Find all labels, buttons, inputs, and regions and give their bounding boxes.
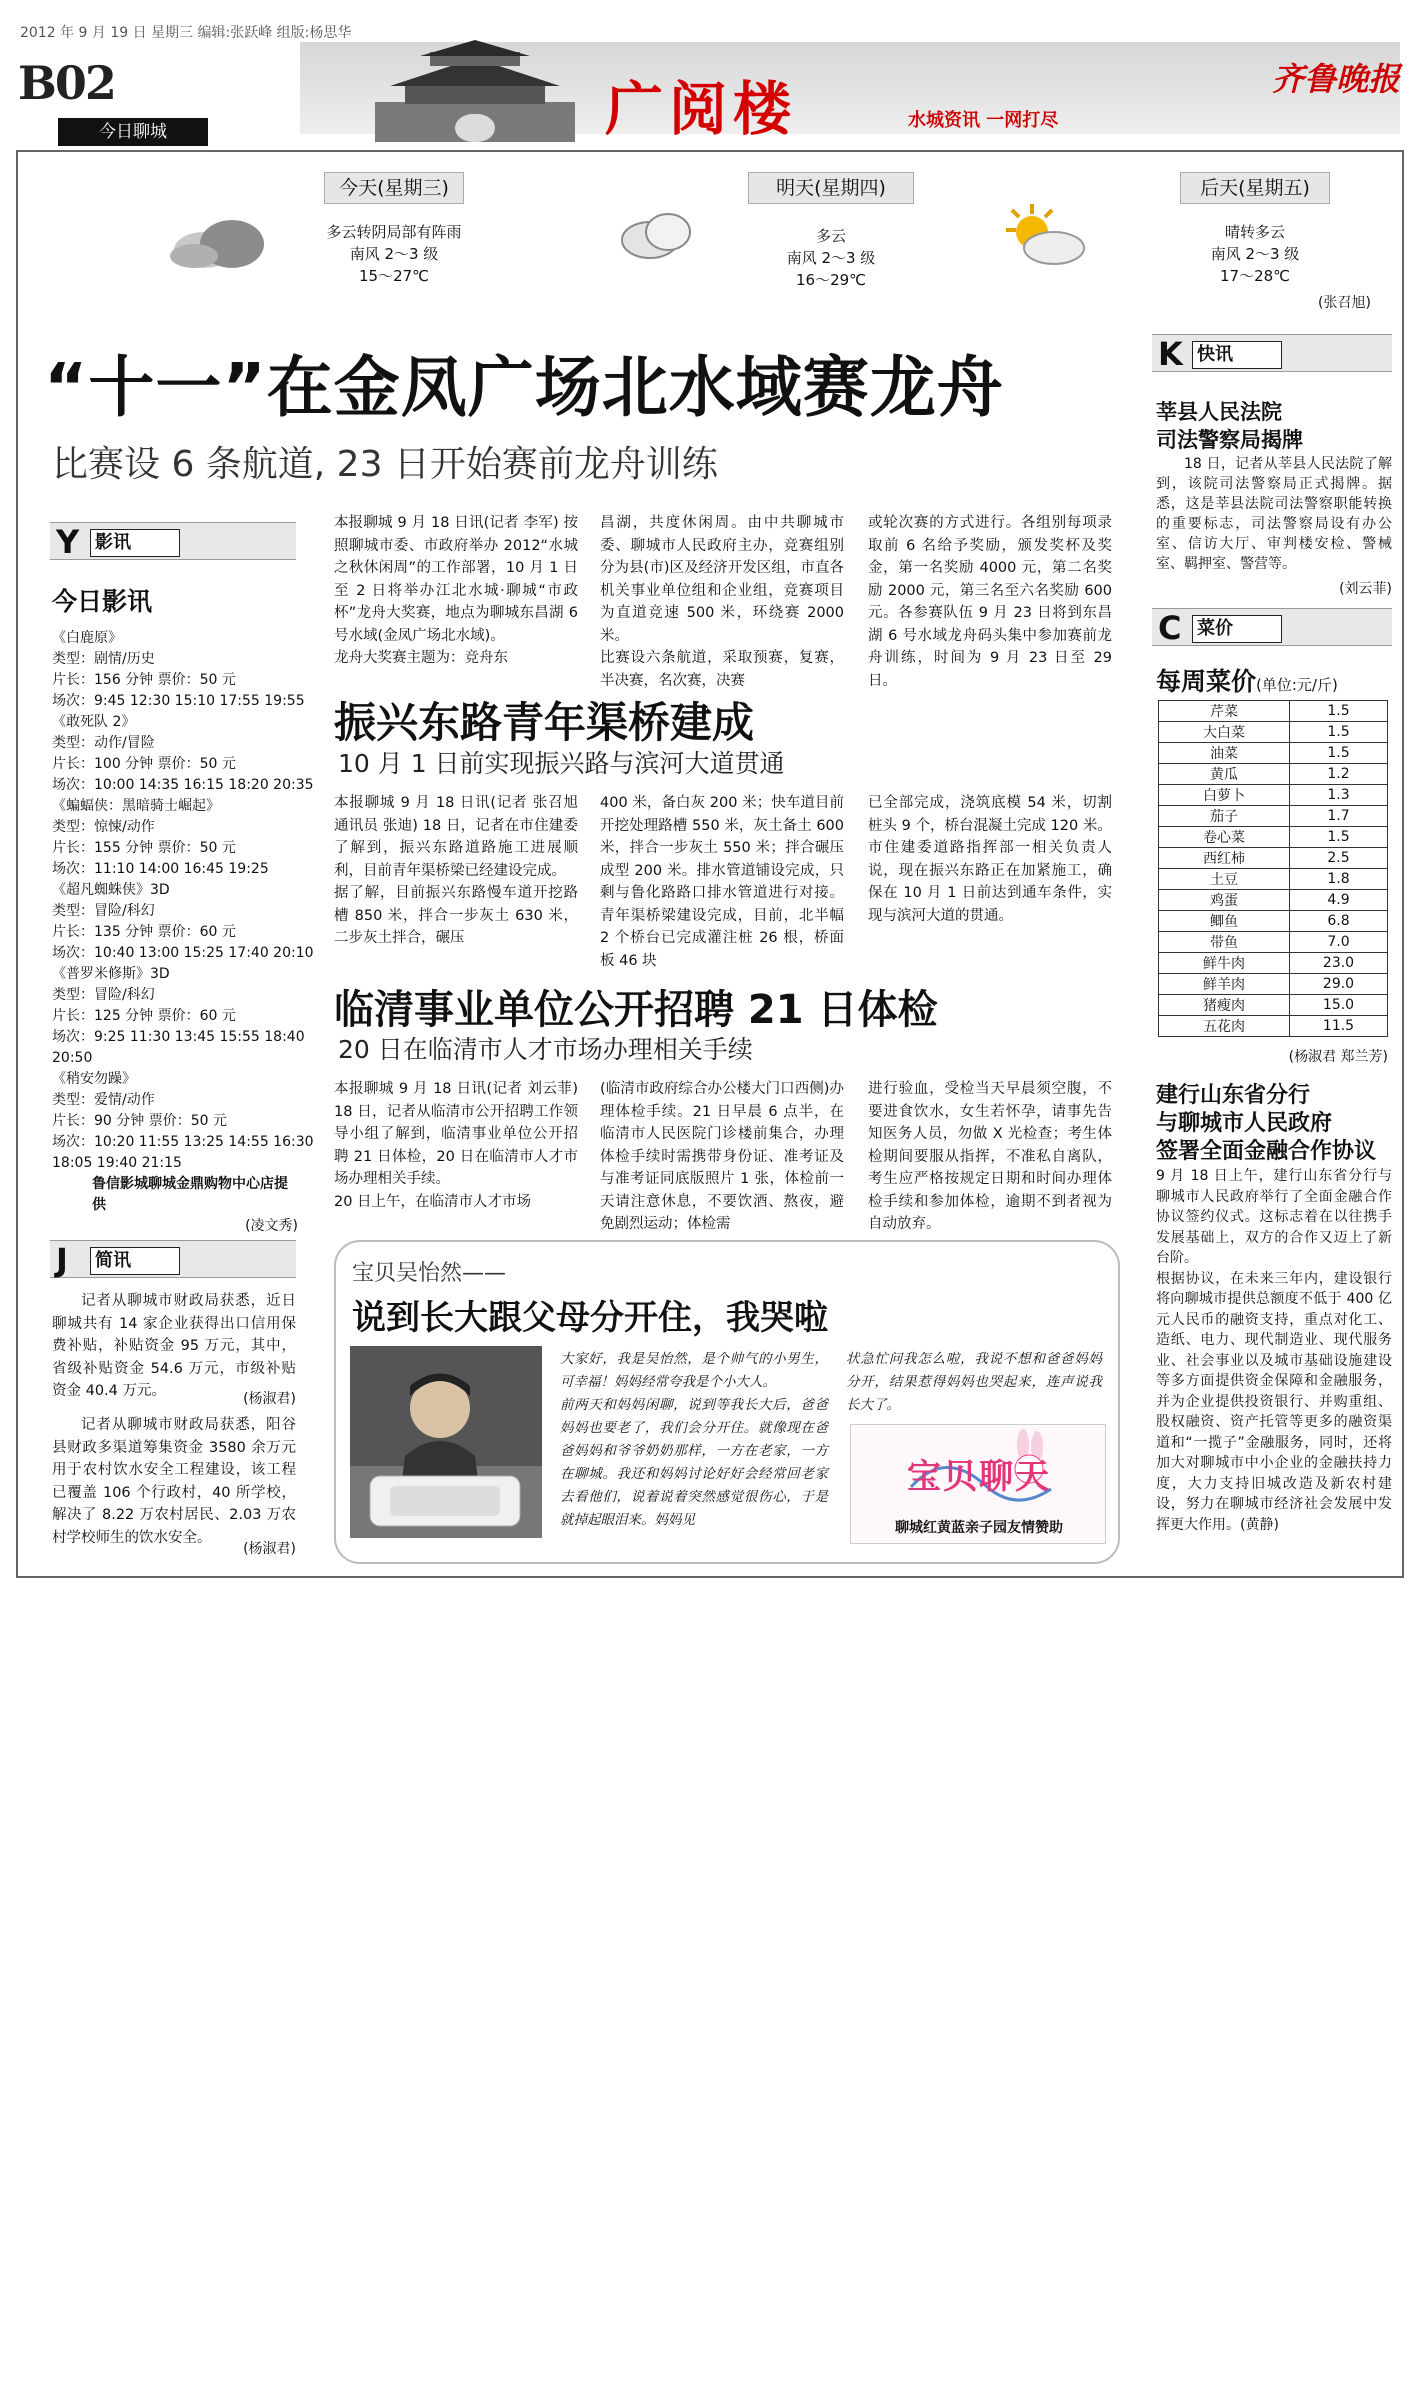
movie-line: 场次：10:40 13:00 15:25 17:40 20:10 (52, 945, 314, 961)
movie-line: 《稍安勿躁》 (52, 1071, 136, 1087)
main-subhead: 比赛设 6 条航道, 23 日开始赛前龙舟训练 (52, 444, 718, 485)
veg-price: 1.5 (1289, 701, 1387, 722)
veg-price: 11.5 (1289, 1016, 1387, 1037)
veg-name: 土豆 (1159, 869, 1290, 890)
page-dateline: 2012 年 9 月 19 日 星期三 编辑:张跃峰 组版:杨思华 (20, 25, 352, 41)
movies-section-header (50, 522, 296, 560)
brief-credit: (杨淑君) (243, 1541, 296, 1557)
section-letter: J (56, 1241, 68, 1279)
sponsor-logo-text: 宝贝聊天 (907, 1457, 1051, 1497)
veg-price: 4.9 (1289, 890, 1387, 911)
article-column: 已全部完成，浇筑底模 54 米，切割桩头 9 个，桥台混凝土完成 120 米。 市住建委道路指挥部一相关负责人说，现在振兴东路正在加紧施工，确保在 10 月 1 日前达到通车条件，实现与滨河大道的贯通。 (868, 795, 1112, 924)
weather-credit: (张召旭) (1318, 295, 1371, 311)
movie-line: 片长：135 分钟 票价：60 元 (52, 924, 236, 940)
veg-price-table (1158, 700, 1388, 1037)
weather-wind: 南风 2～3 级 (786, 249, 876, 267)
movies-credit: (凌文秀) (245, 1218, 298, 1234)
veg-section-header (1152, 608, 1392, 646)
section-tab: 今日聊城 (58, 118, 208, 146)
veg-name: 油菜 (1159, 743, 1290, 764)
column-subtitle: 水城资讯 一网打尽 (908, 110, 1059, 131)
section-tag: 菜价 (1192, 615, 1282, 643)
veg-name: 五花肉 (1159, 1016, 1290, 1037)
movie-line: 片长：125 分钟 票价：60 元 (52, 1008, 236, 1024)
movie-line: 场次：9:45 12:30 15:10 17:55 19:55 (52, 693, 305, 709)
veg-price: 29.0 (1289, 974, 1387, 995)
tower-illustration (360, 40, 590, 142)
briefs-section-header (50, 1240, 296, 1278)
cloud-icon (610, 200, 700, 264)
veg-name: 带鱼 (1159, 932, 1290, 953)
brief-headline: 莘县人民法院 (1156, 400, 1282, 424)
section-tag: 简讯 (90, 1247, 180, 1275)
table-row (1159, 932, 1388, 953)
table-row (1159, 806, 1388, 827)
movie-line: 类型：动作/冒险 (52, 735, 155, 751)
weather-temp: 15～27℃ (358, 267, 430, 285)
movie-line: 20:50 (52, 1050, 93, 1066)
veg-price: 6.8 (1289, 911, 1387, 932)
bank-headline: 建行山东省分行 (1156, 1083, 1311, 1108)
movie-list (52, 628, 314, 1237)
brief-item: 记者从聊城市财政局获悉，近日聊城共有 14 家企业获得出口信用保费补贴，补贴资金 95 万元，其中，省级补贴资金 54.6 万元，市级补贴资金 40.4 万元。 (52, 1293, 296, 1399)
veg-unit: (单位:元/斤) (1256, 676, 1338, 694)
brief-credit: (杨淑君) (243, 1391, 296, 1407)
veg-credit: (杨淑君 郑兰芳) (1288, 1049, 1388, 1065)
weather-wind: 南风 2～3 级 (349, 245, 439, 263)
feature-kicker: 宝贝吴怡然—— (352, 1261, 507, 1286)
cloud-icon (164, 212, 274, 272)
veg-title-text: 每周菜价 (1156, 667, 1257, 696)
brief-credit: (刘云菲) (1339, 581, 1392, 597)
section-letter: K (1158, 335, 1183, 373)
table-row (1159, 869, 1388, 890)
movie-line: 场次：10:20 11:55 13:25 14:55 16:30 (52, 1134, 314, 1150)
veg-price: 1.2 (1289, 764, 1387, 785)
veg-name: 鸡蛋 (1159, 890, 1290, 911)
brief-headline: 司法警察局揭牌 (1156, 428, 1303, 452)
weather-desc: 多云转阴局部有阵雨 (326, 223, 462, 241)
story-headline: 临清事业单位公开招聘 21 日体检 (334, 987, 938, 1033)
movie-line: 《蝙蝠侠：黑暗骑士崛起》 (52, 798, 220, 814)
article-column: 本报聊城 9 月 18 日讯(记者 刘云菲) 18 日，记者从临清市公开招聘工作领导小组了解到，临清事业单位公开招聘 21 日体检，20 日在临清市人才市场办理相关手续。 20 日上午，在临清市人才市场 (334, 1081, 578, 1210)
veg-name: 鲜羊肉 (1159, 974, 1290, 995)
weather-desc: 多云 (815, 227, 846, 245)
movie-line: 《普罗米修斯》3D (52, 966, 170, 982)
article-column: 或轮次赛的方式进行。各组别每项录取前 6 名给予奖励，颁发奖杯及奖金，第一名奖励 4000 元，第二名奖励 2000 元，第三名至六名奖励 600 元。各参赛队伍 9 月 23 日将到东昌湖 6 号水域龙舟码头集中参加赛前龙舟训练，时间为 9 月 23 日至 29 日。 (868, 515, 1112, 689)
weather-day-title: 后天(星期五) (1180, 172, 1330, 204)
veg-price: 1.7 (1289, 806, 1387, 827)
veg-name: 鲫鱼 (1159, 911, 1290, 932)
movie-line: 类型：冒险/科幻 (52, 903, 155, 919)
movie-line: 类型：惊悚/动作 (52, 819, 155, 835)
bank-headline: 与聊城市人民政府 (1156, 1111, 1333, 1136)
table-row (1159, 848, 1388, 869)
table-row (1159, 890, 1388, 911)
child-photo (350, 1346, 542, 1538)
section-letter: C (1158, 609, 1182, 647)
section-tag: 快讯 (1192, 341, 1282, 369)
table-row (1159, 701, 1388, 722)
main-headline: “十一”在金凤广场北水域赛龙舟 (44, 349, 1004, 426)
feature-column: 大家好，我是吴怡然，是个帅气的小男生，可幸福！妈妈经常夸我是个小大人。 前两天和妈妈闲聊，说到等我长大后，爸爸妈妈也要老了，我们会分开住。就像现在爸爸妈妈和爷爷奶奶那样，一方在老家，一方在聊城。我还和妈妈讨论好好会经常回老家去看他们，说着说着突然感觉很伤心，于是就掉起眼泪来。妈妈见 (560, 1351, 828, 1528)
movie-line: 18:05 19:40 21:15 (52, 1155, 182, 1171)
movie-line: 类型：剧情/历史 (52, 651, 155, 667)
article-column: 进行验血，受检当天早晨须空腹，不要进食饮水，女生若怀孕，请事先告知医务人员，勿做 X 光检查；考生体检期间要服从指挥，不准私自离队，考生应严格按规定日期和时间办理体检手续和参加体检，逾期不到者视为自动放弃。 (868, 1081, 1112, 1232)
bank-headline: 签署全面金融合作协议 (1156, 1139, 1377, 1164)
section-letter: Y (56, 523, 80, 561)
sponsor-box (850, 1424, 1106, 1544)
article-column: 400 米，备白灰 200 米；快车道目前开挖处理路槽 550 米，灰土备土 600 米，拌合一步灰土 550 米；拌合碾压成型 200 米。排水管道铺设完成，只剩与鲁化路路口排水管道进行对接。青年渠桥梁建设完成，目前，北半幅 2 个桥台已完成灌注桩 26 根，桥面板 46 块 (600, 795, 844, 969)
veg-name: 大白菜 (1159, 722, 1290, 743)
article-column: (临清市政府综合办公楼大门口西侧)办理体检手续。21 日早晨 6 点半，在临清市人民医院门诊楼前集合，办理体检手续时需携带身份证、准考证及与准考证同底版照片 1 张，体检前一天请注意休息，不要饮酒、熬夜，避免剧烈运动；体检需 (600, 1081, 844, 1232)
table-row (1159, 722, 1388, 743)
sun-cloud-icon (992, 200, 1102, 270)
brief-item: 记者从聊城市财政局获悉，阳谷县财政多渠道筹集资金 3580 余万元用于农村饮水安全工程建设，该工程已覆盖 106 个行政村，40 所学校，解决了 8.22 万农村居民、2.03 万农村学校师生的饮水安全。 (52, 1417, 296, 1546)
story-headline: 振兴东路青年渠桥建成 (334, 698, 755, 747)
veg-name: 黄瓜 (1159, 764, 1290, 785)
table-row (1159, 764, 1388, 785)
weather-wind: 南风 2～3 级 (1210, 245, 1300, 263)
sponsor-text: 聊城红黄蓝亲子园友情赞助 (895, 1520, 1063, 1536)
veg-price: 1.8 (1289, 869, 1387, 890)
movie-line: 《白鹿原》 (52, 630, 122, 646)
veg-price: 2.5 (1289, 848, 1387, 869)
table-row (1159, 743, 1388, 764)
table-row (1159, 911, 1388, 932)
weather-desc: 晴转多云 (1224, 223, 1285, 241)
article-column: 本报聊城 9 月 18 日讯(记者 李军) 按照聊城市委、市政府举办 2012“水城之秋休闲周”的工作部署，10 月 1 日至 2 日将举办江北水城·聊城“市政杯”龙舟大奖赛，地点为聊城东昌湖 6 号水域(金凤广场北水域)。 龙舟大奖赛主题为：竞舟东 (334, 515, 578, 666)
table-row (1159, 953, 1388, 974)
movie-line: 片长：156 分钟 票价：50 元 (52, 672, 236, 688)
movie-line: 片长：90 分钟 票价：50 元 (52, 1113, 227, 1129)
movie-line: 《敢死队 2》 (52, 714, 136, 730)
table-row (1159, 974, 1388, 995)
veg-name: 鲜牛肉 (1159, 953, 1290, 974)
veg-title (1156, 662, 1338, 698)
table-row (1159, 785, 1388, 806)
veg-name: 卷心菜 (1159, 827, 1290, 848)
veg-price: 23.0 (1289, 953, 1387, 974)
weather-temp: 16～29℃ (795, 271, 867, 289)
feature-headline: 说到长大跟父母分开住，我哭啦 (352, 1298, 828, 1338)
table-row (1159, 995, 1388, 1016)
movies-title: 今日影讯 (52, 587, 153, 616)
brief-body: 18 日，记者从莘县人民法院了解到，该院司法警察局正式揭牌。据悉，这是莘县法院司法警察职能转换的重要标志，司法警察局设有办公室、信访大厅、审判楼安检、警械室、羁押室、警营等。 (1156, 456, 1392, 572)
kuaixun-section-header (1152, 334, 1392, 372)
article-column: 本报聊城 9 月 18 日讯(记者 张召旭 通讯员 张迪) 18 日，记者在市住建委了解到，振兴东路道路施工进展顺利，目前青年渠桥梁已经建设完成。 据了解，目前振兴东路慢车道开挖路槽 850 米，拌合一步灰土 630 米，二步灰土拌合，碾压 (334, 795, 578, 946)
bank-body: 9 月 18 日上午，建行山东省分行与聊城市人民政府举行了全面金融合作协议签约仪式。这标志着在以往携手发展基础上，双方的合作又迈上了新台阶。 根据协议，在未来三年内，建设银行将向聊城市提供总额度不低于 400 亿元人民币的融资支持，重点对化工、造纸、电力、现代制造业、现代服务业、社会事业以及城市基础设施建设等多方面提供资金保障和金融服务，并为企业提供投资银行、并购重组、股权融资、资产托管等更多的融资渠道和“一揽子”金融服务，同时，还将加大对聊城市中小企业的金融扶持力度，大力支持旧城改造及新农村建设，努力在聊城市经济社会发展中发挥更大作用。(黄静) (1156, 1168, 1392, 1533)
veg-name: 猪瘦肉 (1159, 995, 1290, 1016)
feature-column: 状急忙问我怎么啦，我说不想和爸爸妈妈分开，结果惹得妈妈也哭起来，连声说我长大了。 (846, 1351, 1102, 1413)
veg-price: 1.3 (1289, 785, 1387, 806)
table-row (1159, 827, 1388, 848)
newspaper-logo: 齐鲁晚报 (1272, 60, 1401, 98)
table-row (1159, 1016, 1388, 1037)
movie-line: 片长：100 分钟 票价：50 元 (52, 756, 236, 772)
veg-name: 白萝卜 (1159, 785, 1290, 806)
movie-line: 场次：11:10 14:00 16:45 19:25 (52, 861, 269, 877)
movies-provider: 鲁信影城聊城金鼎购物中心店提供 (92, 1176, 288, 1213)
veg-name: 茄子 (1159, 806, 1290, 827)
veg-price: 15.0 (1289, 995, 1387, 1016)
column-title: 广阅楼 (605, 75, 798, 143)
veg-price: 7.0 (1289, 932, 1387, 953)
story-subhead: 20 日在临清市人才市场办理相关手续 (338, 1035, 753, 1064)
weather-day-title: 今天(星期三) (324, 172, 464, 204)
movie-line: 场次：10:00 14:35 16:15 18:20 20:35 (52, 777, 314, 793)
weather-day-title: 明天(星期四) (748, 172, 914, 204)
article-column: 昌湖，共度休闲周。由中共聊城市委、聊城市人民政府主办，竞赛组别分为县(市)区及经济开发区组，市直各机关事业单位组和企业组，竞赛项目为直道竞速 500 米，环绕赛 2000 米。 比赛设六条航道，采取预赛，复赛，半决赛，名次赛，决赛 (600, 515, 844, 689)
veg-price: 1.5 (1289, 827, 1387, 848)
veg-name: 芹菜 (1159, 701, 1290, 722)
veg-price: 1.5 (1289, 722, 1387, 743)
movie-line: 类型：爱情/动作 (52, 1092, 155, 1108)
movie-line: 类型：冒险/科幻 (52, 987, 155, 1003)
weather-temp: 17～28℃ (1219, 267, 1291, 285)
movie-line: 《超凡蜘蛛侠》3D (52, 882, 170, 898)
section-tag: 影讯 (90, 529, 180, 557)
veg-price: 1.5 (1289, 743, 1387, 764)
movie-line: 片长：155 分钟 票价：50 元 (52, 840, 236, 856)
veg-name: 西红柿 (1159, 848, 1290, 869)
movie-line: 场次：9:25 11:30 13:45 15:55 18:40 (52, 1029, 305, 1045)
page-number: B02 (18, 56, 115, 110)
weather-panel (30, 160, 1400, 318)
story-subhead: 10 月 1 日前实现振兴路与滨河大道贯通 (338, 749, 785, 778)
